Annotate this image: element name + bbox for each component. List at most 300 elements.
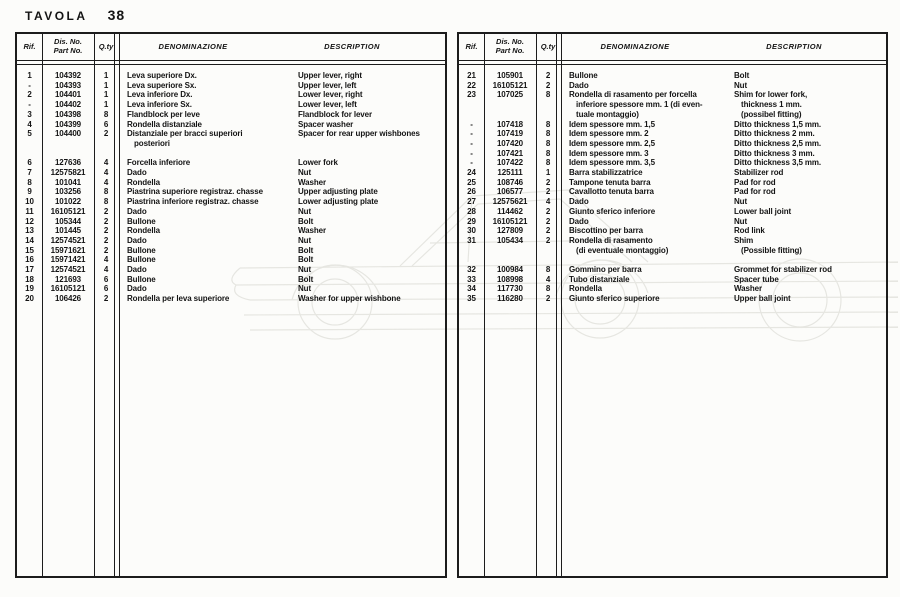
description-text [298, 246, 313, 256]
qty-cell: 4 [103, 255, 109, 265]
table-row [17, 226, 445, 236]
description-text [734, 81, 747, 91]
qty-cell: 4 [103, 158, 109, 168]
denominazione-line: Idem spessore mm. 3 [569, 148, 649, 158]
description-text [298, 71, 362, 81]
table-row [459, 149, 886, 159]
qty-cell: 4 [545, 274, 551, 284]
part-no-cell: 100984 [496, 265, 524, 275]
text-cell [560, 217, 886, 227]
description-text [734, 149, 815, 159]
denominazione-text [127, 197, 445, 207]
text-cell [118, 207, 445, 217]
text-cell [560, 90, 886, 119]
rif-cell: 31 [467, 235, 476, 245]
part-no-cell: 105344 [54, 216, 82, 226]
description-text [734, 217, 747, 227]
text-cell [560, 71, 886, 81]
denominazione-text [569, 294, 886, 304]
text-cell [118, 168, 445, 178]
text-cell [118, 226, 445, 236]
description-text [298, 236, 311, 246]
description-text [734, 284, 762, 294]
rif-cell: 20 [25, 294, 34, 304]
header-description: DESCRIPTION [324, 41, 380, 51]
denominazione-line: Leva inferiore Dx. [127, 90, 193, 100]
header-rif: Rif. [23, 41, 36, 51]
denominazione-text [127, 178, 445, 188]
denominazione-line: Distanziale per bracci superiori [127, 129, 243, 139]
qty-cell: 8 [545, 148, 551, 158]
part-no-cell: 16105121 [492, 80, 528, 90]
description-text [734, 90, 807, 119]
text-cell [118, 236, 445, 246]
description-text [298, 226, 326, 236]
qty-cell: 2 [545, 226, 551, 236]
denominazione-line: Rondella distanziale [127, 119, 202, 129]
qty-cell: 2 [103, 294, 109, 304]
denominazione-text [127, 236, 445, 246]
description-text [298, 168, 311, 178]
denominazione-text [569, 129, 886, 139]
table-row [459, 139, 886, 149]
denominazione-text [127, 110, 445, 120]
table-header-row [17, 34, 445, 61]
table-row [17, 81, 445, 91]
rif-cell: - [470, 129, 473, 139]
part-no-cell: 107421 [496, 148, 524, 158]
description-line: Upper ball joint [734, 294, 791, 304]
rif-cell: 5 [27, 129, 32, 139]
header-denominazione: DENOMINAZIONE [158, 41, 228, 51]
page-title-label: TAVOLA [25, 9, 88, 23]
rif-cell: 22 [467, 80, 476, 90]
rif-cell: - [28, 80, 31, 90]
qty-cell: 8 [545, 265, 551, 275]
denominazione-line: Dado [569, 80, 589, 90]
rif-cell: 11 [25, 206, 34, 216]
part-no-cell: 101041 [54, 177, 82, 187]
denominazione-text [127, 187, 445, 197]
part-no-cell: 16105121 [50, 206, 86, 216]
description-line: Nut [298, 235, 312, 245]
denominazione-line: Barra stabilizzatrice [569, 168, 643, 178]
part-no-cell: 127809 [496, 226, 524, 236]
table-row [17, 168, 445, 178]
denominazione-text [569, 90, 886, 119]
description-line: (possibel fitting) [741, 109, 802, 119]
rif-cell: - [470, 158, 473, 168]
description-text [734, 139, 821, 149]
denominazione-text [569, 149, 886, 159]
description-line: Grommet for stabilizer rod [734, 265, 832, 275]
description-text [298, 90, 362, 100]
rif-cell: 17 [25, 265, 34, 275]
rif-cell: 2 [27, 90, 32, 100]
text-cell [560, 158, 886, 168]
denominazione-line: inferiore spessore mm. 1 (di even- [576, 100, 703, 110]
part-no-cell: 117730 [497, 284, 523, 294]
denominazione-text [569, 139, 886, 149]
rif-cell: 21 [467, 71, 476, 80]
rif-cell: 7 [27, 168, 32, 178]
header-dis-no-line1: Dis. No. [54, 37, 82, 47]
description-line: Lower adjusting plate [298, 197, 379, 207]
qty-cell: 8 [545, 90, 551, 100]
qty-cell: 4 [103, 177, 109, 187]
description-line: Upper lever, left [298, 80, 357, 90]
denominazione-line: tuale montaggio) [576, 109, 639, 119]
denominazione-line: Bullone [127, 216, 156, 226]
qty-cell: 2 [545, 206, 551, 216]
table-row [17, 71, 445, 81]
text-cell [118, 71, 445, 81]
text-cell [118, 246, 445, 256]
denominazione-text [127, 284, 445, 294]
description-text [734, 275, 779, 285]
text-cell [560, 207, 886, 217]
rif-cell: 33 [467, 274, 476, 284]
header-description: DESCRIPTION [766, 41, 822, 51]
part-no-cell: 104402 [54, 100, 82, 110]
qty-cell: 1 [103, 80, 109, 90]
denominazione-text [569, 81, 886, 91]
part-no-cell: 16105121 [492, 216, 528, 226]
description-line: Washer [734, 284, 763, 294]
part-no-cell: 106426 [54, 294, 82, 304]
part-no-cell: 104399 [54, 119, 82, 129]
rif-cell: 9 [27, 187, 32, 197]
description-line: Pad for rod [734, 177, 776, 187]
qty-cell: 6 [103, 274, 109, 284]
table-row [17, 236, 445, 246]
description-text [734, 158, 821, 168]
denominazione-text [127, 90, 445, 100]
denominazione-line: Bullone [127, 255, 156, 265]
denominazione-text [569, 284, 886, 294]
table-row [17, 217, 445, 227]
denominazione-line: Dado [569, 197, 589, 207]
description-text [298, 81, 356, 91]
text-cell [118, 110, 445, 120]
text-cell [560, 139, 886, 149]
table-row [17, 294, 445, 304]
denominazione-text [127, 158, 445, 168]
denominazione-line: Dado [127, 235, 147, 245]
table-row [17, 255, 445, 265]
denominazione-line: Idem spessore mm. 3,5 [569, 158, 655, 168]
table-row [459, 236, 886, 255]
table-row [459, 275, 886, 285]
table-row [459, 187, 886, 197]
header-dis-no-line2: Part No. [53, 46, 83, 55]
denominazione-line: Rondella [127, 177, 160, 187]
qty-cell: 2 [545, 216, 551, 226]
qty-cell: 8 [545, 119, 551, 129]
denominazione-line: Rondella di rasamento [569, 235, 653, 245]
denominazione-text [569, 265, 886, 275]
text-cell [118, 100, 445, 110]
qty-cell: 6 [103, 284, 109, 294]
denominazione-line: Forcella inferiore [127, 158, 191, 168]
header-qty: Q.ty [540, 41, 556, 51]
description-line: Nut [734, 197, 748, 207]
page-title-number: 38 [107, 7, 126, 23]
part-no-cell: 104401 [54, 90, 82, 100]
description-line: Washer [298, 177, 327, 187]
text-cell [560, 284, 886, 294]
header-dis-no [42, 34, 94, 60]
rif-cell: 16 [25, 255, 34, 265]
text-cell [560, 294, 886, 304]
description-line: Ditto thickness 2,5 mm. [734, 138, 822, 148]
part-no-cell: 127636 [54, 158, 82, 168]
denominazione-text [569, 226, 886, 236]
table-row [17, 207, 445, 217]
part-no-cell: 12575821 [50, 168, 86, 178]
rif-cell: 28 [467, 206, 476, 216]
part-no-cell: 15971421 [50, 255, 86, 265]
description-text [298, 120, 353, 130]
denominazione-line: Flandblock per leve [127, 109, 200, 119]
description-text [298, 129, 420, 139]
table-row [17, 275, 445, 285]
rif-cell: 23 [467, 90, 476, 100]
description-text [734, 197, 747, 207]
text-cell [560, 187, 886, 197]
denominazione-text [127, 265, 445, 275]
description-line: Spacer for rear upper wishbones [298, 129, 420, 139]
rif-cell: 15 [25, 245, 34, 255]
header-dis-no [484, 34, 536, 60]
text-cell [560, 197, 886, 207]
rif-cell: 27 [467, 197, 476, 207]
table-row [459, 226, 886, 236]
description-line: Lower lever, right [298, 90, 363, 100]
table-row [17, 265, 445, 275]
table-row [17, 246, 445, 256]
part-no-cell: 104400 [54, 129, 82, 139]
header-rif: Rif. [465, 41, 478, 51]
qty-cell: 1 [103, 90, 109, 100]
denominazione-text [569, 187, 886, 197]
denominazione-line: Tubo distanziale [569, 274, 630, 284]
text-cell [560, 120, 886, 130]
header-dis-no-line2: Part No. [495, 46, 525, 55]
qty-cell: 2 [103, 129, 109, 139]
text-cell [560, 168, 886, 178]
description-line: Bolt [298, 245, 314, 255]
part-no-cell: 107418 [496, 119, 524, 129]
denominazione-text [127, 246, 445, 256]
description-line: Shim [734, 235, 754, 245]
denominazione-text [569, 120, 886, 130]
qty-cell: 4 [103, 168, 109, 178]
table-row [459, 284, 886, 294]
denominazione-text [127, 81, 445, 91]
table-row [459, 207, 886, 217]
description-text [298, 265, 311, 275]
qty-cell: 2 [545, 187, 551, 197]
part-no-cell: 16105121 [50, 284, 86, 294]
rif-cell: 24 [467, 168, 476, 178]
rif-cell: 1 [27, 71, 32, 80]
qty-cell: 2 [103, 216, 109, 226]
part-no-cell: 107422 [496, 158, 524, 168]
description-text [298, 217, 313, 227]
description-text [734, 71, 749, 81]
denominazione-text [127, 71, 445, 81]
table-row [17, 90, 445, 100]
table-row [459, 81, 886, 91]
table-row [459, 71, 886, 81]
denominazione-line: Dado [127, 168, 147, 178]
text-cell [118, 158, 445, 168]
description-text [298, 197, 378, 207]
table-row [459, 158, 886, 168]
denominazione-line: Tampone tenuta barra [569, 177, 651, 187]
description-line: Spacer tube [734, 274, 779, 284]
table-row [17, 158, 445, 168]
denominazione-text [127, 207, 445, 217]
description-text [734, 294, 791, 304]
text-cell [118, 255, 445, 265]
denominazione-line: Giunto sferico superiore [569, 294, 660, 304]
rif-cell: - [470, 148, 473, 158]
text-cell [560, 149, 886, 159]
rif-cell: 13 [25, 226, 34, 236]
header-dis-no-line1: Dis. No. [496, 37, 524, 47]
denominazione-text [569, 178, 886, 188]
table-body [17, 67, 445, 304]
text-cell [560, 265, 886, 275]
denominazione-line: Idem spessore mm. 1,5 [569, 119, 655, 129]
denominazione-line: Biscottino per barra [569, 226, 644, 236]
qty-cell: 8 [103, 187, 109, 197]
description-text [734, 168, 783, 178]
text-cell [560, 81, 886, 91]
part-no-cell: 103256 [54, 187, 82, 197]
denominazione-line: Rondella [127, 226, 160, 236]
rif-cell: 10 [25, 197, 34, 207]
text-cell [118, 275, 445, 285]
qty-cell: 2 [103, 245, 109, 255]
description-text [298, 178, 326, 188]
description-line: Upper lever, right [298, 71, 362, 80]
rif-cell: 3 [27, 109, 32, 119]
denominazione-text [569, 197, 886, 207]
denominazione-line: Dado [127, 265, 147, 275]
part-no-cell: 121693 [54, 274, 82, 284]
description-text [734, 236, 802, 255]
denominazione-text [569, 207, 886, 217]
table-row [459, 178, 886, 188]
rif-cell: 29 [467, 216, 476, 226]
denominazione-line: (di eventuale montaggio) [576, 245, 669, 255]
description-text [298, 294, 401, 304]
part-no-cell: 114462 [497, 206, 523, 216]
description-line: Nut [298, 284, 312, 294]
part-no-cell: 101445 [54, 226, 82, 236]
part-no-cell: 12574521 [50, 265, 86, 275]
denominazione-text [127, 226, 445, 236]
denominazione-line: Gommino per barra [569, 265, 642, 275]
part-no-cell: 107420 [496, 138, 524, 148]
description-line: Shim for lower fork, [734, 90, 808, 100]
qty-cell: 8 [545, 284, 551, 294]
header-qty: Q.ty [98, 41, 114, 51]
denominazione-text [569, 168, 886, 178]
denominazione-text [569, 236, 886, 255]
text-cell [560, 178, 886, 188]
denominazione-line: Dado [127, 284, 147, 294]
rif-cell: - [470, 119, 473, 129]
denominazione-line: Bullone [569, 71, 598, 80]
denominazione-line: Rondella per leva superiore [127, 294, 230, 304]
denominazione-line: Cavallotto tenuta barra [569, 187, 654, 197]
table-row [459, 197, 886, 207]
denominazione-line: posteriori [134, 138, 170, 148]
rif-cell: 25 [467, 177, 476, 187]
text-cell [118, 265, 445, 275]
denominazione-text [127, 217, 445, 227]
text-cell [118, 178, 445, 188]
qty-cell: 8 [545, 129, 551, 139]
rif-cell: 14 [25, 235, 34, 245]
denominazione-line: Rondella di rasamento per forcella [569, 90, 697, 100]
denominazione-text [569, 158, 886, 168]
table-row [459, 168, 886, 178]
text-cell [118, 284, 445, 294]
description-text [298, 100, 357, 110]
part-no-cell: 104392 [54, 71, 82, 80]
description-line: Upper adjusting plate [298, 187, 378, 197]
description-line: Pad for rod [734, 187, 776, 197]
part-no-cell: 107025 [496, 90, 524, 100]
description-text [298, 158, 338, 168]
table-row [459, 265, 886, 275]
qty-cell: 4 [545, 197, 551, 207]
description-text [734, 265, 832, 275]
text-cell [560, 236, 886, 255]
part-no-cell: 108998 [496, 274, 524, 284]
part-no-cell: 105901 [496, 71, 524, 80]
description-line: Ditto thickness 2 mm. [734, 129, 815, 139]
text-cell [118, 120, 445, 130]
part-no-cell: 106577 [496, 187, 524, 197]
description-line: (Possible fitting) [741, 245, 802, 255]
table-row [17, 120, 445, 130]
text-cell [560, 275, 886, 285]
description-line: Bolt [298, 274, 314, 284]
description-text [734, 129, 815, 139]
text-cell [118, 197, 445, 207]
qty-cell: 8 [103, 109, 109, 119]
description-line: Nut [298, 168, 312, 178]
table-row [17, 178, 445, 188]
description-text [298, 255, 313, 265]
header-denominazione: DENOMINAZIONE [600, 41, 670, 51]
table-row [459, 129, 886, 139]
qty-cell: 2 [103, 226, 109, 236]
text-cell [118, 90, 445, 100]
description-line: Lower lever, left [298, 100, 357, 110]
text-cell [118, 129, 445, 148]
description-line: Washer for upper wishbone [298, 294, 401, 304]
denominazione-text [127, 120, 445, 130]
table-row [17, 187, 445, 197]
rif-cell: 12 [25, 216, 34, 226]
